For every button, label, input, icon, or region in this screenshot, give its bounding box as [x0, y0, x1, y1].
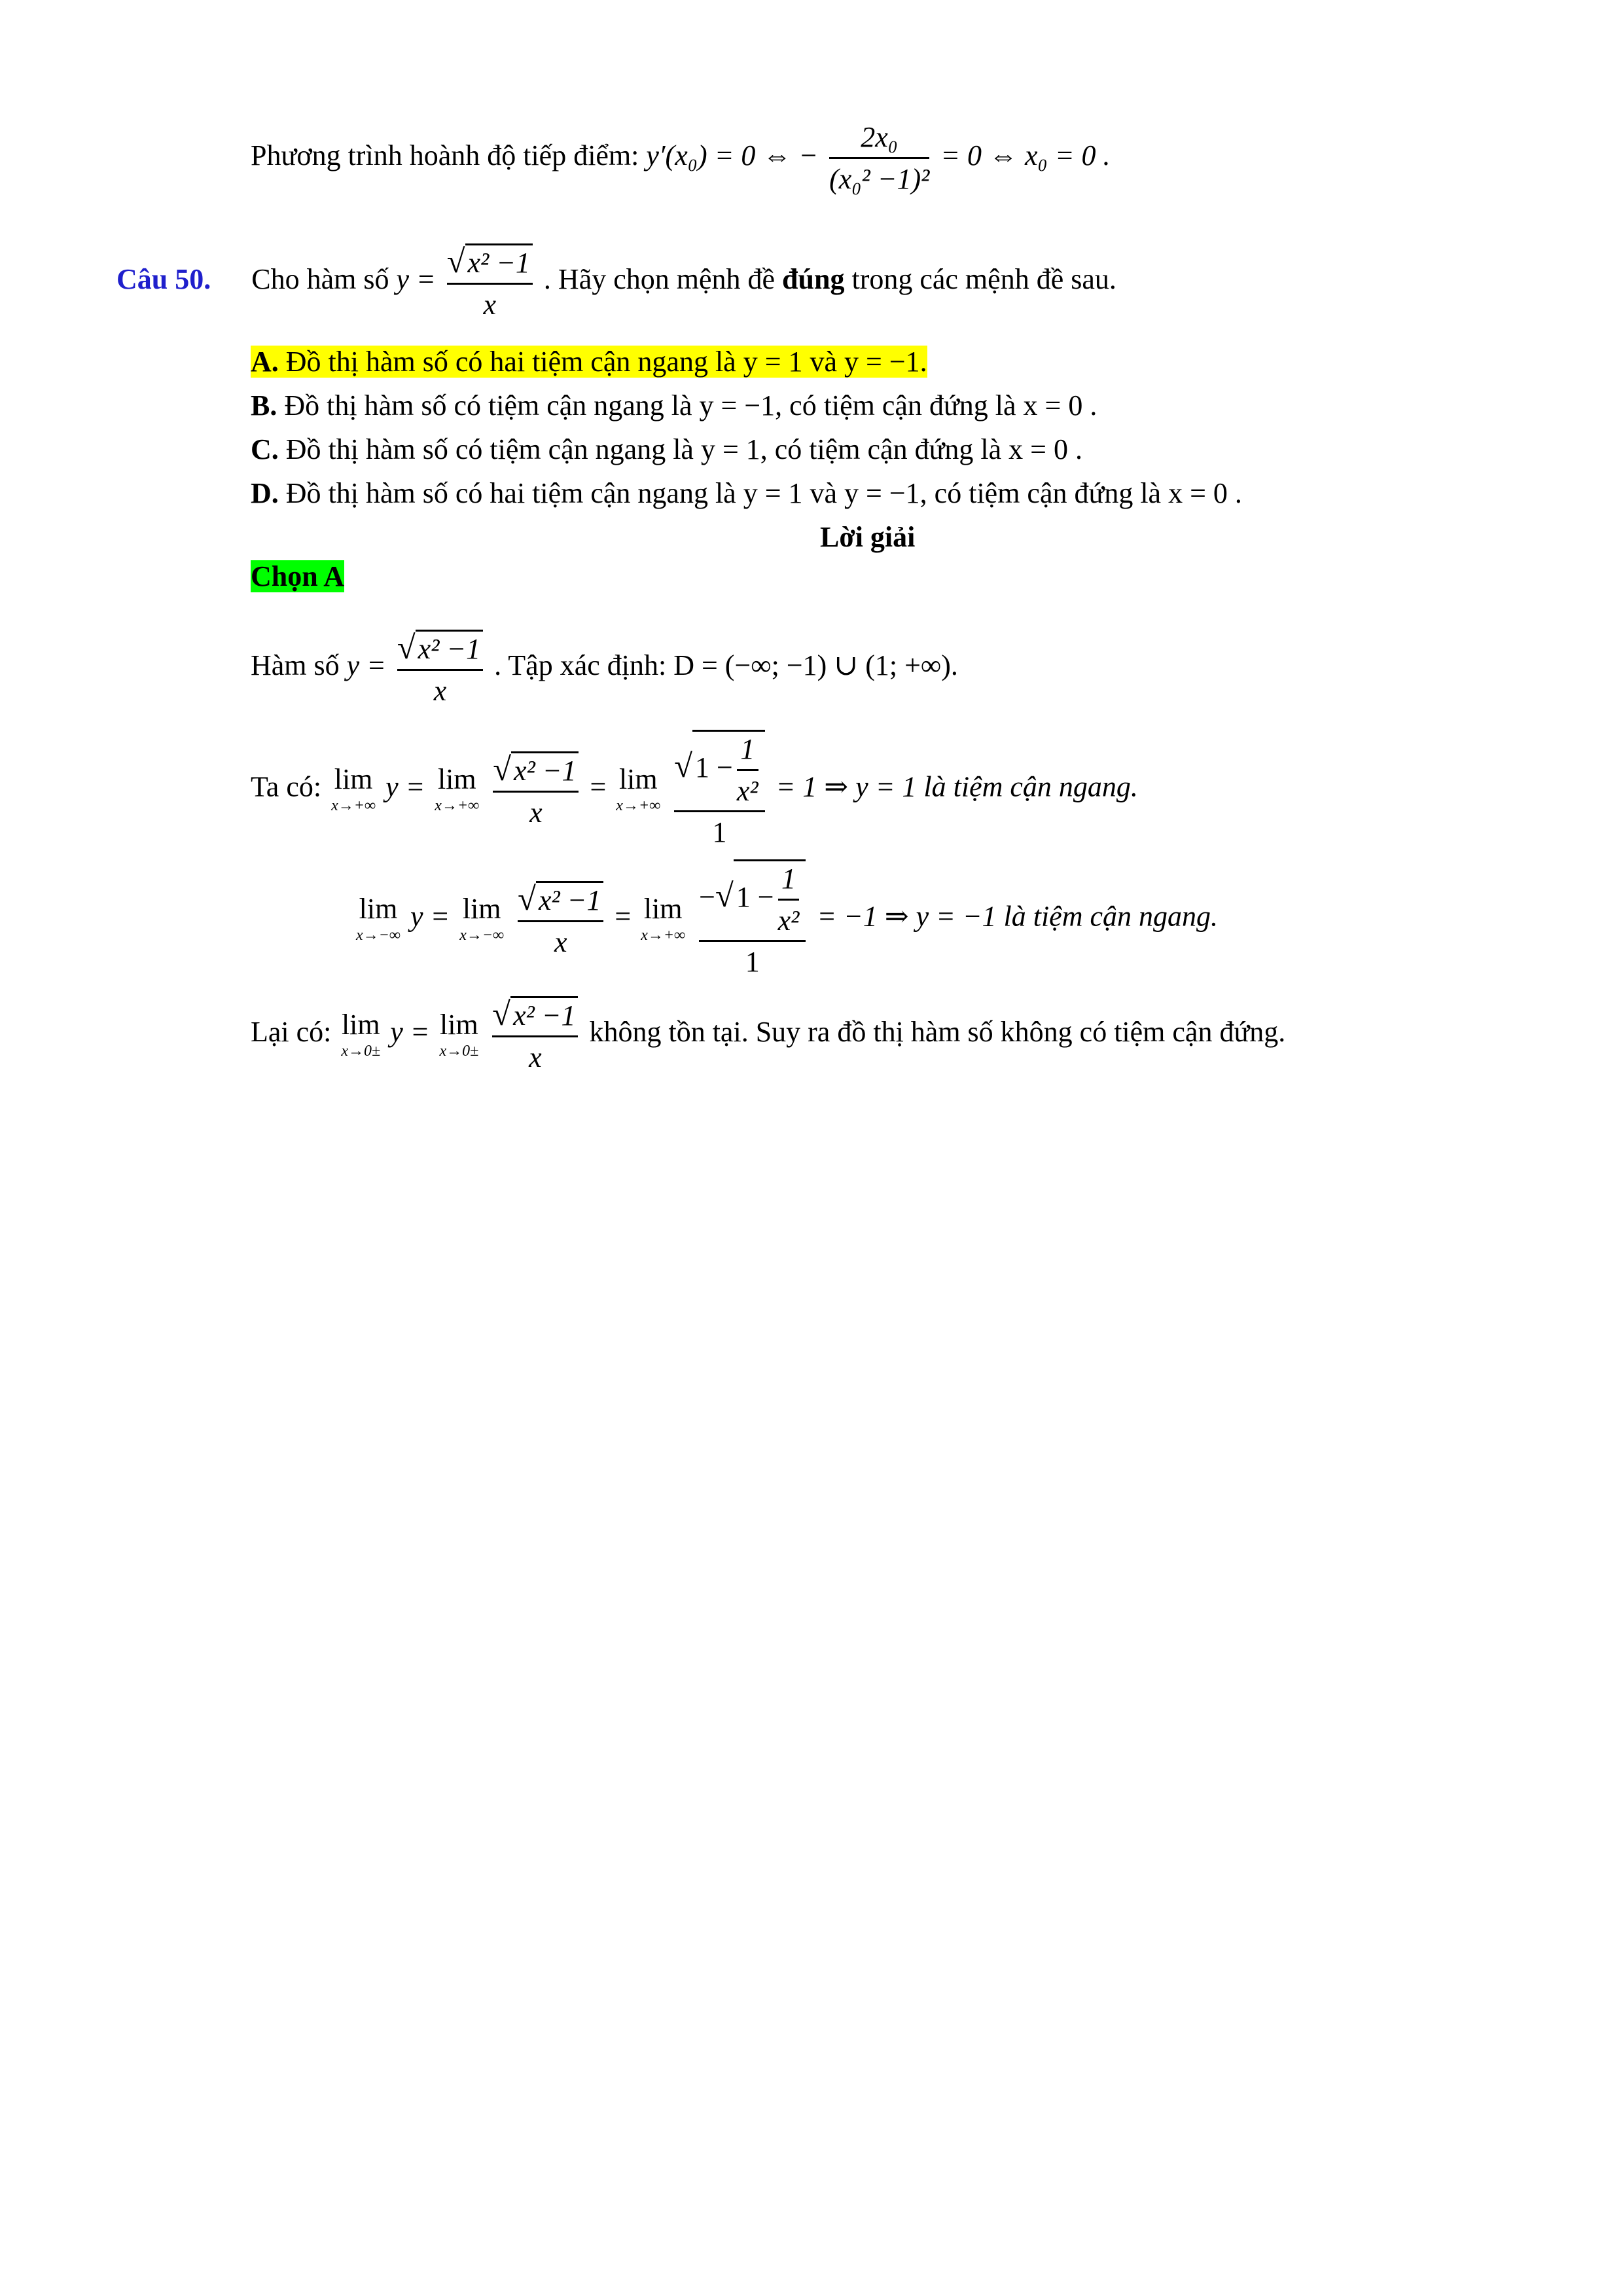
domain-line	[251, 628, 958, 708]
lim-6-fraction: −√1 − $\frac{1}{\text{x²}}$ 1	[699, 859, 806, 979]
lim-3: lim x→+∞	[616, 763, 661, 815]
option-c	[251, 433, 1082, 466]
lim-5-fraction: $\frac{\text{√x² −1}}{x}$	[518, 880, 603, 960]
question-numerator: x² −1	[465, 243, 533, 280]
question-denominator: x	[447, 283, 533, 322]
option-a	[251, 345, 927, 378]
lim-1: lim x→+∞	[331, 763, 376, 815]
tangent-denominator: (x₀² −1)²	[829, 157, 929, 196]
solution-heading-text: Lời giải	[820, 521, 916, 553]
lim-7-y: y =	[390, 1015, 430, 1048]
question-line	[116, 242, 1116, 322]
domain-label: Hàm số	[251, 649, 340, 681]
domain-fraction: $\frac{\text{√x² −1}}{x}$	[397, 628, 483, 708]
option-b-text: Đồ thị hàm số có tiệm cận ngang là y = −1, có tiệm cận đứng là x = 0 .	[284, 389, 1097, 422]
option-c-text: Đồ thị hàm số có tiệm cận ngang là y = 1, có tiệm cận đứng là x = 0 .	[285, 433, 1082, 465]
domain-text: . Tập xác định: D = (−∞; −1) ∪ (1; +∞).	[494, 649, 958, 681]
lim-5: lim x→−∞	[459, 893, 505, 944]
answer-line	[251, 560, 344, 593]
domain-y-eq: y =	[346, 649, 386, 681]
question-intro: Cho hàm số	[251, 262, 389, 295]
domain-denominator: x	[397, 669, 483, 708]
domain-numerator: x² −1	[416, 630, 483, 666]
result-2: = −1 ⇒ y = −1 là tiệm cận ngang.	[817, 900, 1219, 933]
tangent-rhs: = 0 ⇔ x₀ = 0 .	[940, 139, 1111, 172]
lim-6: lim x→+∞	[641, 893, 686, 944]
question-after: . Hãy chọn mệnh đề	[543, 262, 776, 295]
option-a-text: Đồ thị hàm số có hai tiệm cận ngang là y = 1 và y = −1.	[285, 346, 927, 378]
lim-2: lim x→+∞	[435, 763, 480, 815]
tangent-fraction	[829, 121, 929, 196]
tangent-label: Phương trình hoành độ tiếp điểm:	[251, 139, 639, 172]
option-c-letter: C.	[251, 433, 279, 465]
lim-2-fraction: $\frac{\text{√x² −1}}{x}$	[493, 750, 579, 830]
option-d	[251, 476, 1242, 510]
limit-minus-infinity-line	[353, 859, 1218, 979]
option-d-letter: D.	[251, 477, 279, 509]
ta-co-label: Ta có:	[251, 770, 322, 803]
option-b	[251, 389, 1097, 422]
lim-4-y: y =	[410, 900, 450, 933]
limit-zero-line	[251, 995, 1285, 1075]
tangent-numerator: 2x₀	[861, 121, 899, 153]
lai-co-label: Lại có:	[251, 1015, 332, 1048]
question-bold-word: đúng	[782, 262, 845, 295]
lim-8: lim x→0±	[439, 1008, 479, 1060]
limit-plus-infinity-line	[251, 730, 1138, 850]
lim-8-fraction: $\frac{\text{√x² −1}}{x}$	[492, 995, 578, 1075]
tangent-equation-line	[251, 121, 1111, 196]
option-d-text: Đồ thị hàm số có hai tiệm cận ngang là y = 1 và y = −1, có tiệm cận đứng là x = 0 .	[285, 477, 1242, 509]
option-a-highlight	[251, 346, 927, 378]
solution-heading	[820, 520, 915, 554]
lim-3-fraction: √1 − $\frac{1}{\text{x²}}$ 1	[674, 730, 764, 850]
result-1: = 1 ⇒ y = 1 là tiệm cận ngang.	[776, 770, 1138, 803]
option-a-letter: A.	[251, 346, 279, 378]
question-fraction: $\frac{\text{√x² −1}}{x}$	[447, 242, 533, 322]
lim-1-y: y =	[385, 770, 425, 803]
lim-7: lim x→0±	[341, 1008, 381, 1060]
lim-eq-1: =	[590, 770, 607, 803]
question-y-eq: y =	[396, 262, 436, 295]
option-b-letter: B.	[251, 389, 277, 422]
lim-eq-2: =	[615, 900, 632, 933]
result-3: không tồn tại. Suy ra đồ thị hàm số không có tiệm cận đứng.	[589, 1015, 1286, 1048]
answer-badge: Chọn A	[251, 560, 345, 592]
question-number: Câu 50.	[116, 262, 211, 295]
lim-4: lim x→−∞	[356, 893, 401, 944]
tangent-lhs: y′(x₀) = 0 ⇔ −	[646, 139, 819, 172]
question-tail: trong các mệnh đề sau.	[851, 262, 1116, 295]
